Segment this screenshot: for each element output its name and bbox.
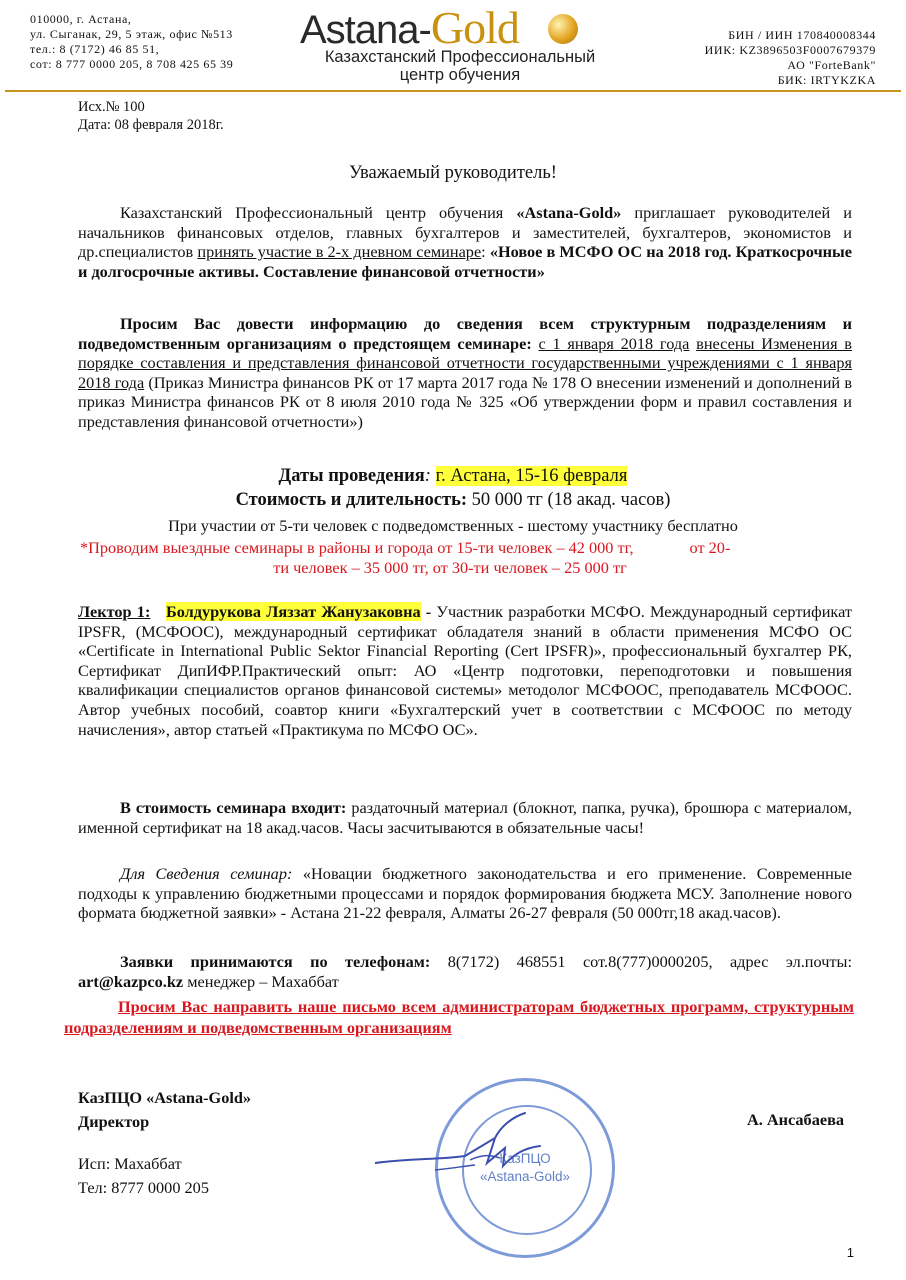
address-line: 010000, г. Астана, [30, 12, 132, 26]
appeal-note: Просим Вас направить наше письмо всем администраторам бюджетных программ, структурным подразделениям и подведомственным организациям [64, 997, 854, 1037]
outgoing-number: Исх.№ 100 [78, 99, 145, 115]
contacts [78, 952, 852, 991]
bank-line: АО "ForteBank" [787, 58, 876, 72]
signature-org: КазПЦО «Astana-Gold» [78, 1088, 252, 1107]
stamp-text: «Astana-Gold» [479, 1169, 571, 1184]
info-label: Для Сведения семинар: [120, 864, 293, 883]
executor-name: Исп: Махаббат [78, 1154, 182, 1173]
lecturer-dash: - [420, 602, 437, 621]
effective-date: с 1 января 2018 года [538, 333, 690, 353]
logo-subtitle [290, 48, 630, 84]
intro-text: : [481, 242, 490, 262]
logo-subtitle-line: Казахстанский Профессиональный [324, 48, 596, 66]
includes-label: В стоимость семинара входит: [120, 798, 347, 817]
lecturer-paragraph [78, 602, 852, 739]
changes-note: внесены Изменения в порядке составления и представления финансовой отчетности государственными учреждениями с 1 января 2018 года [78, 333, 852, 392]
includes-text: раздаточный материал (блокнот, папка, ручка), брошюра с материалом, именной сертификат на 18 акад.часов. Часы засчитываются в обязательные часы! [78, 798, 853, 837]
gold-sphere-icon [548, 14, 578, 44]
lecturer-label: Лектор 1: [78, 602, 151, 621]
signature-block [78, 1086, 251, 1134]
logo-main-text: Astana- [300, 8, 431, 52]
contacts-label: Заявки принимаются по телефонам: [120, 952, 431, 971]
logo-gold-text: Gold [430, 2, 519, 53]
offsite-text: от 20- [689, 538, 731, 557]
lecturer-name: Болдурукова Ляззат Жанузаковна [165, 602, 421, 621]
executor-phone: Тел: 8777 0000 205 [78, 1178, 209, 1197]
intro-text: приглашает руководителей и начальников финансовых отделов, главных бухгалтеров и заместителей, бухгалтеров, экономистов и др.специалистов [78, 203, 852, 262]
seminar-title: «Новое в МСФО ОС на 2018 год. Краткосрочные и долгосрочные активы. Составление финансовой отчетности» [78, 242, 852, 281]
contact-email[interactable]: art@kazpco.kz [78, 971, 184, 991]
intro-text: Казахстанский Профессиональный центр обучения [120, 203, 517, 222]
price-includes [78, 798, 852, 837]
participation-invite: принять участие в 2-х дневном семинаре [197, 242, 482, 262]
group-discount: При участии от 5-ти человек с подведомственных - шестому участнику бесплатно [168, 516, 738, 535]
cost-value: 50 000 тг (18 акад. часов) [467, 490, 671, 510]
order-reference: (Приказ Министра финансов РК от 17 марта 2017 года № 178 О внесении изменений и дополнений в приказ Министра финансов РК от 8 июля 2010 года № 325 «Об утверждении форм и правил составления и представления финансовой отчетности») [78, 372, 853, 431]
bik-line: БИК: IRTYKZKA [777, 73, 876, 87]
director-name: А. Ансабаева [746, 1110, 844, 1129]
dates-value: г. Астана, 15-16 февраля [435, 466, 628, 486]
intro-paragraph [78, 203, 852, 281]
info-text: «Новации бюджетного законодательства и его применение. Современные подходы к управлению бюджетными процессами и порядок формирования бюджета МСУ. Заполнение нового формата бюджетной заявки» - Астана 21-22 февраля, Алматы 26-27 февраля (50 000тг,18 акад.часов). [78, 864, 852, 923]
stamp-text: КазПЦО [499, 1151, 551, 1166]
letterhead-address [30, 12, 233, 72]
dates-label: Даты проведения [278, 466, 425, 486]
request-text: Просим Вас довести информацию до сведения всем структурным подразделениям и подведомственным организациям о предстоящем семинаре: [78, 314, 852, 353]
bin-line: БИН / ИИН 170840008344 [728, 28, 876, 42]
director-signature [375, 1108, 595, 1188]
company-logo [300, 2, 630, 86]
mobile-line: сот: 8 777 0000 205, 8 708 425 65 39 [30, 57, 234, 71]
signature-role: Директор [78, 1112, 150, 1131]
address-line: ул. Сыганак, 29, 5 этаж, офис №513 [30, 27, 233, 41]
iik-line: ИИК: KZ3896503F0007679379 [704, 43, 876, 57]
logo-subtitle-line: центр обучения [399, 66, 521, 84]
contacts-phones: 8(7172) 468551 сот.8(777)0000205, адрес эл.почты: [430, 952, 852, 971]
executor-block [78, 1152, 209, 1200]
related-seminar [78, 864, 852, 923]
header-divider [5, 90, 901, 92]
offsite-text: *Проводим выездные семинары в районы и города от 15-ти человек – 42 000 тг, [80, 538, 634, 557]
contact-manager: менеджер – Махаббат [183, 971, 339, 991]
lecturer-bio: Участник разработки МСФО. Международный сертификат IPSFR, (МСФООС), международный сертификат обладателя знаний в области применения МСФО ОС «Certificate in International Public Sektor Financial Reporting (Cert IPSFR)», профессиональный бухгалтер РК, Сертификат ДипИФР.Практический опыт: АО «Центр подготовки, переподготовки и повышения квалификации специалистов органов финансовой системы» методолог МСФООС, преподаватель МСФООС. Автор учебных пособий, соавтор книги «Бухгалтерский учет в соответствии с МСФООС по методу начисления», автор статьей «Практикума по МСФО ОС». [78, 602, 852, 739]
document-reference [78, 98, 224, 134]
cost-label: Стоимость и длительность: [235, 490, 468, 510]
letterhead-bank-details [705, 28, 876, 88]
request-paragraph [78, 314, 852, 432]
document-date: Дата: 08 февраля 2018г. [78, 117, 224, 133]
offsite-seminars [80, 538, 860, 578]
offsite-text: ти человек – 35 000 тг, от 30-ти человек – 25 000 тг [273, 558, 627, 577]
dates-colon: : [424, 466, 436, 486]
page-number: 1 [846, 1245, 854, 1260]
greeting: Уважаемый руководитель! [349, 163, 557, 183]
phone-line: тел.: 8 (7172) 46 85 51, [30, 42, 160, 56]
seminar-cost [0, 490, 906, 511]
seminar-dates [0, 466, 906, 487]
offsite-line [80, 538, 860, 558]
company-name: «Astana-Gold» [516, 203, 622, 222]
